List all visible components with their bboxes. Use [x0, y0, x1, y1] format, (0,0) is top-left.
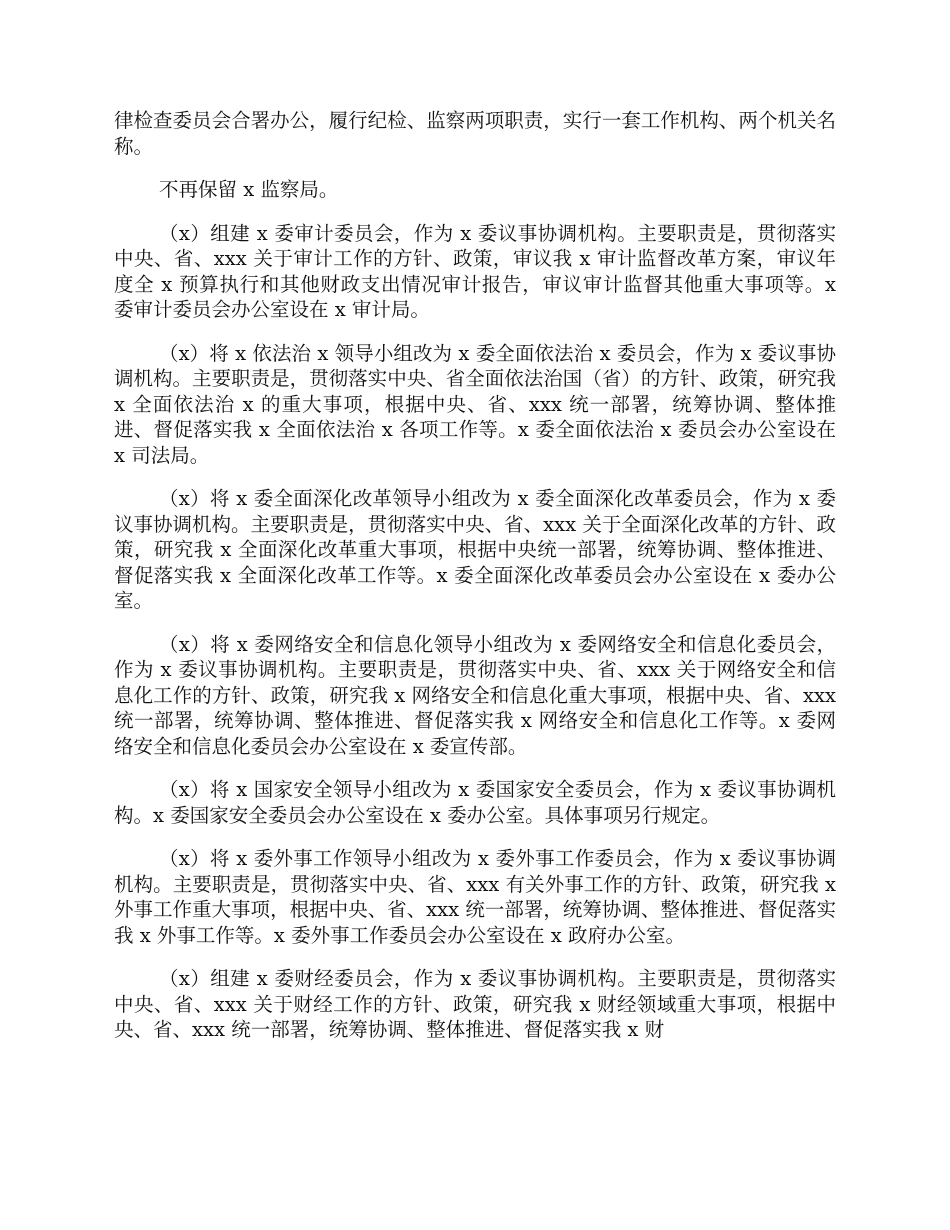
paragraph-9: （x）组建 x 委财经委员会，作为 x 委议事协调机构。主要职责是，贯彻落实中央、省、xxx 关于财经工作的方针、政策，研究我 x 财经领域重大事项，根据中央、省、xxx 统一部署，统筹协调、整体推进、督促落实我 x 财	[114, 967, 836, 1041]
paragraph-7: （x）将 x 国家安全领导小组改为 x 委国家安全委员会，作为 x 委议事协调机构。x 委国家安全委员会办公室设在 x 委办公室。具体事项另行规定。	[114, 778, 836, 827]
paragraph-1: 律检查委员会合署办公，履行纪检、监察两项职责，实行一套工作机构、两个机关名称。	[114, 109, 836, 158]
paragraph-3: （x）组建 x 委审计委员会，作为 x 委议事协调机构。主要职责是，贯彻落实中央、省、xxx 关于审计工作的方针、政策，审议我 x 审计监督改革方案，审议年度全 x 预算执行和其他财政支出情况审计报告，审议审计监督其他重大事项等。x 委审计委员会办公室设在 x 审计局。	[114, 221, 836, 321]
paragraph-8: （x）将 x 委外事工作领导小组改为 x 委外事工作委员会，作为 x 委议事协调机构。主要职责是，贯彻落实中央、省、xxx 有关外事工作的方针、政策，研究我 x 外事工作重大事项，根据中央、省、xxx 统一部署，统筹协调、整体推进、督促落实我 x 外事工作等。x 委外事工作委员会办公室设在 x 政府办公室。	[114, 847, 836, 947]
paragraph-2: 不再保留 x 监察局。	[159, 178, 339, 201]
document-body	[114, 108, 836, 1061]
paragraph-5: （x）将 x 委全面深化改革领导小组改为 x 委全面深化改革委员会，作为 x 委议事协调机构。主要职责是，贯彻落实中央、省、xxx 关于全面深化改革的方针、政策，研究我 x 全面深化改革重大事项，根据中央统一部署，统筹协调、整体推进、督促落实我 x 全面深化改革工作等。x 委全面深化改革委员会办公室设在 x 委办公室。	[114, 487, 836, 612]
paragraph-6: （x）将 x 委网络安全和信息化领导小组改为 x 委网络安全和信息化委员会，作为 x 委议事协调机构。主要职责是，贯彻落实中央、省、xxx 关于网络安全和信息化工作的方针、政策，研究我 x 网络安全和信息化重大事项，根据中央、省、xxx 统一部署，统筹协调、整体推进、督促落实我 x 网络安全和信息化工作等。x 委网络安全和信息化委员会办公室设在 x 委宣传部。	[114, 632, 836, 758]
paragraph-4: （x）将 x 依法治 x 领导小组改为 x 委全面依法治 x 委员会，作为 x 委议事协调机构。主要职责是，贯彻落实中央、省全面依法治国（省）的方针、政策，研究我 x 全面依法治 x 的重大事项，根据中央、省、xxx 统一部署，统筹协调、整体推进、督促落实我 x 全面依法治 x 各项工作等。x 委全面依法治 x 委员会办公室设在 x 司法局。	[114, 341, 836, 467]
